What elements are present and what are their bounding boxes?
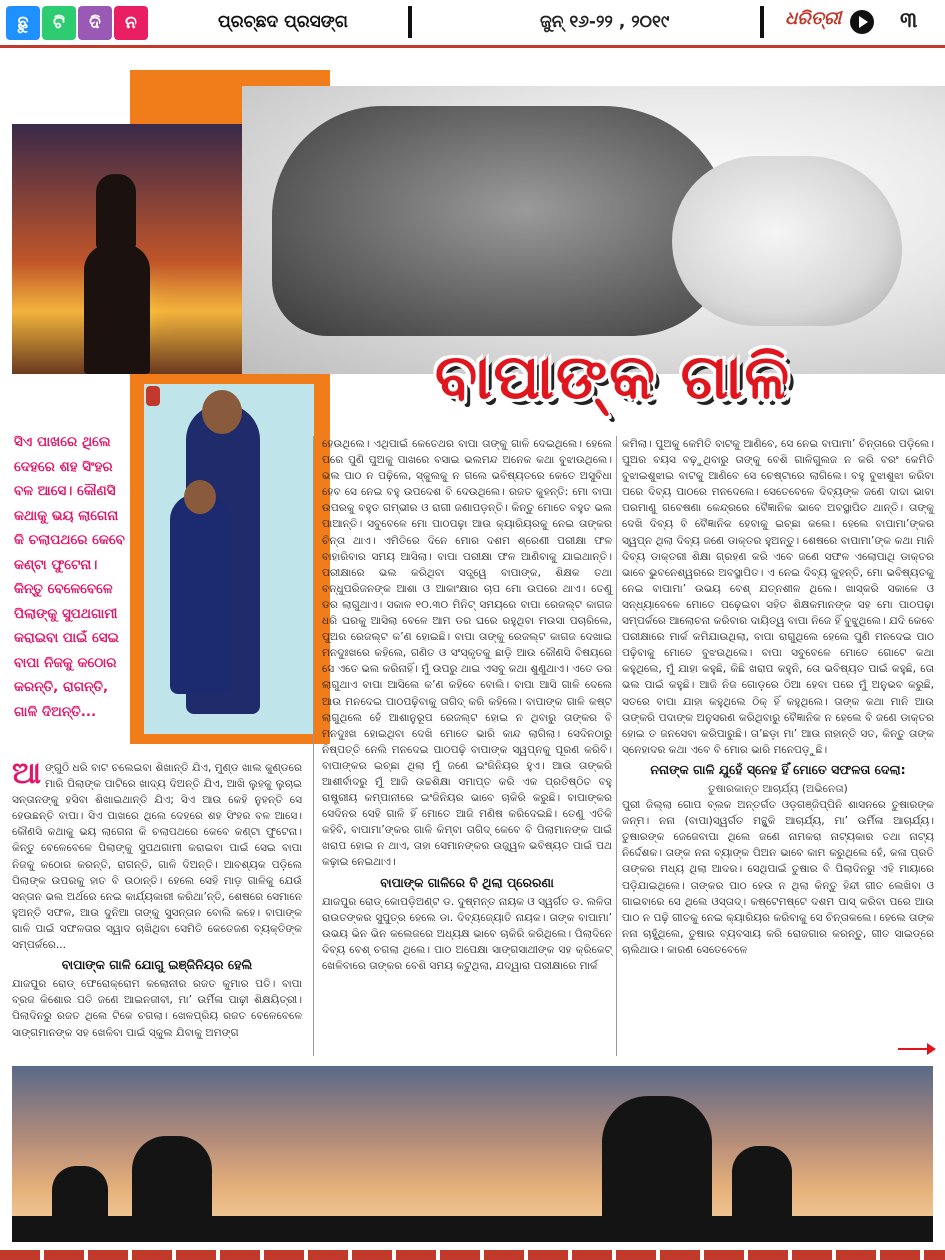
story1-heading: ବାପାଙ୍କ ଗାଳି ଯୋଗୁ ଇଞ୍ଜିନିୟର ହେଲି: [61, 957, 253, 973]
logo-letter: ଛୁ: [6, 6, 40, 40]
logo-letter: ନ: [114, 6, 148, 40]
father-silhouette: [132, 1136, 212, 1236]
page-header: [0, 0, 945, 48]
section-title: ପ୍ରଚ୍ଛଦ ପ୍ରସଙ୍ଗ: [218, 12, 348, 32]
story3-byline: ତୁଷାରକାନ୍ତ ଆଚାର୍ଯ୍ୟ (ଅଭିନେତା): [708, 782, 848, 795]
header-divider: [760, 6, 764, 38]
story2-heading: ବାପାଙ୍କ ଗାଳିରେ ବି ଥିଲା ପ୍ରେରଣା: [380, 874, 554, 890]
adult-fist-shape: [272, 106, 732, 336]
article-column-1: [12, 756, 302, 1041]
page-headline: ବାପାଙ୍କ ଗାଳି: [434, 340, 792, 413]
article-column-2: [322, 436, 612, 974]
article-column-3: [622, 436, 934, 958]
logo-letter: ଟି: [42, 6, 76, 40]
page-number: ୩: [900, 8, 918, 33]
column-divider: [616, 436, 617, 1056]
header-divider: [408, 6, 412, 38]
lantern-icon: [146, 386, 160, 406]
story1-paragraph: ଯାଜପୁର ରୋଡ୍ ଫେରୋକ୍ରୋମ କଲୋନୀର ରଜତ କୁମାର ପତି। ବାପା ବ୍ରଜ କିଶୋର ପତି ଜଣେ ଆଇନଜୀବୀ, ମା’ ଉର୍ମିଳା ପାଢ଼ୀ ଶିକ୍ଷୟିତ୍ରୀ। ପିଲାଦିନରୁ ରଜତ ଥିଲେ ଟିକେ ଚଗଲା। ଖେଳପ୍ରିୟ ରଜତ ବେଳେବେଳେ ସାଙ୍ଗମାନଙ୍କ ସହ ଖେଳିବା ପାଇଁ ସ୍କୁଲ ଯିବାକୁ ଅମଙ୍ଗ: [12, 978, 302, 1039]
story1-paragraph-cont: ହେଉଥିଲେ। ଏଥିପାଇଁ କେତେଥର ବାପା ତାଙ୍କୁ ଗାଳି ଦେଇଥିଲେ। ହେଲେ ପରେ ପୁଣି ପୁଅକୁ ପାଖରେ ବସାଇ ଭଲମନ୍ଦ ଅନେକ କଥା ବୁଝାଉଥିଲେ। ଭଲ ପାଠ ନ ପଢ଼ିଲେ, ସ୍କୁଲକୁ ନ ଗଲେ ଭବିଷ୍ୟତରେ କେତେ ଅସୁବିଧା ହେବ ସେ ନେଇ ବହୁ ଉପଦେଶ ବି ଦେଉଥିଲେ। ରଜତ କୁହନ୍ତି: ମୋ ବାପା ଉପରକୁ ବହୁତ ଗମ୍ଭୀର ଓ ରାଗୀ ଜଣାପଡ଼ନ୍ତି। କିନ୍ତୁ ମୋତେ ବହୁତ ଭଲ ପାଆନ୍ତି। ସବୁବେଳେ ମୋ ପାଠପଢ଼ା ଆଉ କ୍ୟାରିୟରକୁ ନେଇ ତାଙ୍କର ଚିନ୍ତା ଥାଏ। ଏମିତିରେ ଦିନେ ମୋର ଦଶମ ଶ୍ରେଣୀ ପରୀକ୍ଷା ଫଳ ବାହାରିବାର ସମୟ ଆସିଲା। ବାପା ପରୀକ୍ଷା ଫଳ ଆଣିବାକୁ ଯାଇଥାନ୍ତି। ପରୀକ୍ଷାରେ ଭଲ କରିଥିବା ସତ୍ତ୍ୱେ ବାପାଙ୍କ, ଶିକ୍ଷକ ତଥା ବନ୍ଧୁପରିଜନଙ୍କ ଆଶା ଓ ଆକାଂକ୍ଷାର ଚାପ ମୋ ଉପରେ ଥାଏ। ତେଣୁ ଡର ଲାଗୁଥାଏ। ସକାଳ ୧୦.୩୦ ମିନିଟ୍ ସମୟରେ ବାପା ରେଜଲ୍ଟ କାଗଜ ଧରି ଘରକୁ ଆସିଲା ବେଳେ ଆମ ଡର ଘରେ ରହୁଥିବା ମଉସା ପଚାରିଲେ, ପୁଅର ରେଜଲ୍ଟ କ’ଣ ହୋଇଛି। ବାପା ତାଙ୍କୁ ରେଜଲ୍ଟ କାଗଜ ଦେଖାଇ ମନଦୁଃଖରେ କହିଲେ, ଗଣିତ ଓ ସଂସ୍କୃତକୁ ଛାଡ଼ି ଆଉ କୌଣସି ବିଷୟରେ ସେ ଏତେ ଭଲ କରିନାହିଁ। ମୁଁ ଉପରୁ ଥାଇ ଏସବୁ କଥା ଶୁଣୁଥାଏ। ଏତେ ଡର ଲାଗୁଥାଏ ବାପା ଆସିଲେ କ’ଣ କହିବେ ବୋଲି। ବାପା ଆସି ଗାଳି ଦେଲେ ଆଉ ମନଦେଇ ପାଠପଢ଼ିବାକୁ ତାଗିଦ୍ କରି କହିଲେ। ବାପାଙ୍କ ଗାଳି କଷ୍ଟ ଲାଗୁଥିଲେ ହେଁ ଆଶାନୁରୂପ ରେଜଲ୍ଟ ହୋଇ ନ ଥିବାରୁ ତାଙ୍କର ବି ମନଦୁଃଖ ହୋଇଥିବା ଦେଖି ମୋତେ ଭାରି କାନ୍ଦ ଲାଗିଲା। ସେଦିନଠାରୁ ନିଷ୍ପତ୍ତି ନେଲି ମନଦେଇ ପାଠପଢ଼ି ବାପାଙ୍କ ସ୍ୱପ୍ନକୁ ପୂରଣ କରିବି। ବାପାଙ୍କର ଇଚ୍ଛା ଥିଲା ମୁଁ ଜଣେ ଇଂଜିନିୟର ହୁଏ। ଆଉ ତାଙ୍କରି ଆଶୀର୍ବାଦରୁ ମୁଁ ଆଜି ଉଚ୍ଚଶିକ୍ଷା ସମାପ୍ତ କରି ଏକ ପ୍ରତିଷ୍ଠିତ ବହୁ ରାଷ୍ଟ୍ରୀୟ କମ୍ପାନୀରେ ଇଂଜିନିୟର ଭାବେ ଚାକିରି କରୁଛି। ବାପାଙ୍କର ସେଦିନର ସେହି ଗାଳି ହିଁ ମୋତେ ଆଜି ମଣିଷ କରିଦେଇଛି। ତେଣୁ ଏତିକି କହିବି, ବାପାମା’ଙ୍କର ଗାଳି କିମ୍ବା ତାଗିଦ୍ କେବେ ବି ପିଲାମାନଙ୍କ ପାଇଁ ଖରାପ ହୋଇ ନ ଥାଏ, ତାହା ସେମାନଙ୍କର ଉଜ୍ଜ୍ୱଳ ଭବିଷ୍ୟତ ପାଇଁ ପଥ କଢ଼ାଇ ନେଇଥାଏ।: [322, 438, 612, 869]
brand-logo: ଧରିତ୍ରୀ: [785, 8, 842, 29]
fist-bump-photo: [242, 86, 945, 374]
continue-arrow-icon: [898, 1048, 934, 1050]
logo-letter: ଦି: [78, 6, 112, 40]
sunset-silhouette-photo: [12, 124, 242, 374]
child-silhouette: [96, 174, 136, 250]
drop-cap: ଆ: [12, 756, 42, 791]
intro-paragraph: [12, 756, 302, 953]
intro-text: ଙ୍ଗୁଠି ଧରି ବାଟ ଚଲେଇବା ଶିଖାନ୍ତି ଯିଏ, ମୁଣ୍ଡ ଖାଲ କୁଣ୍ଡରେ ମାରି ପିଲାଙ୍କ ପାଟିରେ ଖାଦ୍ୟ ଦିଅନ୍ତି ଯିଏ, ଆଖି ଲୁହକୁ ଲୁଚାଇ ସନ୍ତାନଙ୍କୁ ହସିବା ଶିଖାଇଥାନ୍ତି ଯିଏ; ସିଏ ଆଉ କେହି ନୁହନ୍ତି ସେ ହେଉଛନ୍ତି ବାପା। ସିଏ ପାଖରେ ଥିଲେ ଦେହରେ ଶହ ସିଂହର ବଳ ଆସେ। କୌଣସି କଥାକୁ ଭୟ ଲାଗେନା କି ଚଲାପଥରେ କେବେ କଣ୍ଟା ଫୁଟେନା। କିନ୍ତୁ ବେଳେବେଳେ ପିଲାଙ୍କୁ ସୁପଥଗାମୀ କରାଇବା ପାଇଁ ସେଇ ବାପା ନିଜକୁ କଠୋର କରନ୍ତି, ରାଗନ୍ତି, ଗାଳି ଦିଅନ୍ତି। ଆବଶ୍ୟକ ପଡ଼ିଲେ ପିଲାଙ୍କ ଉପରକୁ ହାତ ବି ଉଠାନ୍ତି। ହେଲେ ସେହି ମାଡ଼ ଗାଳିକୁ ଯେଉଁ ସନ୍ତାନ ଭଲ ଅର୍ଥରେ ନେଇ କାର୍ଯ୍ୟକାରୀ କରିଥା’ନ୍ତି, ଶେଷରେ ସେମାନେ ହୁଅନ୍ତି ସଫଳ, ଆଉ ଦୁନିଆ ତାଙ୍କୁ ସୁସନ୍ତାନ ବୋଲି କହେ। ବାପାଙ୍କ ଗାଳି ପାଇଁ ସଫଳତାର ସ୍ୱାଦ ଚାଖିଥିବା ସେମିତି କେତେଜଣ ବ୍ୟକ୍ତିଙ୍କ ସମ୍ପର୍କରେ...: [12, 762, 302, 952]
pull-quote: ସିଏ ପାଖରେ ଥିଲେ ଦେହରେ ଶହ ସିଂହର ବଳ ଆସେ। କୌଣସି କଥାକୁ ଭୟ ଲାଗେନା କି ଚଲାପଥରେ କେବେ କଣ୍ଟା ଫୁଟେନା। କିନ୍ତୁ ବେଳେବେଳେ ପିଲାଙ୍କୁ ସୁପଥଗାମୀ କରାଇବା ପାଇଁ ସେଇ ବାପା ନିଜକୁ କଠୋର କରନ୍ତି, ରାଗନ୍ତି, ଗାଳି ଦିଅନ୍ତି...: [14, 434, 125, 720]
column-divider: [313, 436, 314, 1056]
sunset-family-photo: [12, 1066, 933, 1242]
issue-date: ଜୁନ୍ ୧୬-୨୨ , ୨୦୧୯: [540, 12, 670, 32]
child-silhouette: [52, 1166, 108, 1236]
section-logo: [6, 6, 148, 40]
story2-paragraph: ଯାଜପୁର ରୋଡ୍ କୋପଡ଼ିଅଣ୍ଟ ଡ. ଦୁଷ୍ମନ୍ତ ନାୟକ ଓ ସ୍ୱର୍ଗତ ଡ. ଲଳିତା ରାଉତଙ୍କର ସୁପୁତ୍ର ହେଲେ ଡା. ଦିବ୍ୟଜ୍ୟୋତି ନାୟକ। ତାଙ୍କ ବାପାମା’ ଉଭୟ ଭିନ ଭିନ କଲେଜରେ ଅଧ୍ୟକ୍ଷ ଭାବେ ଚାକିରି କରିଥିଲେ। ପିଲାଦିନେ ଦିବ୍ୟ ବେଶ୍ ଚଗଲା ଥିଲେ। ପାଠ ଅପେକ୍ଷା ସାଙ୍ଗସାଥୀଙ୍କ ସହ କ୍ରିକେଟ୍ ଖେଳିବାରେ ତାଙ୍କର ବେଶି ସମୟ କଟୁଥିଲା, ଯଦ୍ୱାରା ପରୀକ୍ଷାରେ ମାର୍କ: [322, 895, 612, 972]
play-icon: [850, 10, 874, 34]
story2-paragraph-cont: କମିଲା। ପୁଅକୁ କେମିତି ବାଟକୁ ଆଣିବେ, ସେ ନେଇ ବାପାମା’ ଚିନ୍ତାରେ ପଡ଼ିଲେ। ପୁଅର ବୟସ ବଢ଼ୁଥିବାରୁ ତାଙ୍କୁ ବେଶି ଗାଳିଗୁଲଜ ନ କରି ବରଂ କେମିତି ବୁଝାଇଶୁଝାଇ ବାଟକୁ ଆଣିବେ ସେ ଚେଷ୍ଟାରେ ଲାଗିଲେ। ବହୁ ବୁଝାଶୁଝା କରିବା ପରେ ଦିବ୍ୟ ପାଠରେ ମନଦେଲେ। ସେତେବେଳେ ଦିବ୍ୟଙ୍କ ଜଣେ ଦାଦା ଭାବା ପରମାଣୁ ଗବେଷଣା କେନ୍ଦ୍ରରେ ବୈଜ୍ଞାନିକ ଭାବେ ଅବସ୍ଥାପିତ ଥାନ୍ତି। ତାଙ୍କୁ ଦେଖି ଦିବ୍ୟ ବି ବୈଜ୍ଞାନିକ ହେବାକୁ ଇଚ୍ଛା କଲେ। ହେଲେ ବାପାମା’ଙ୍କର ସ୍ୱପ୍ନ ଥିଲା ଦିବ୍ୟ ଜଣେ ଡାକ୍ତର ହୁଅନ୍ତୁ। ଶେଷରେ ବାପାମା’ଙ୍କ କଥା ମାନି ଦିବ୍ୟ ଡାକ୍ତରୀ ଶିକ୍ଷା ଗ୍ରହଣ କରି ଏବେ ଜଣେ ସଫଳ ଏଲୋପାଥି ଡାକ୍ତର ଭାବେ ଭୁବନେଶ୍ୱରରେ ଅବସ୍ଥାପିତ। ଏ ନେଇ ଦିବ୍ୟ କୁହନ୍ତି, ମୋ ଭବିଷ୍ୟତକୁ ନେଇ ବାପାମା’ ଉଭୟ ବେଶ୍ ଯତ୍ନଶୀଳ ଥିଲେ। ଖାସ୍‌କରି ସକାଳେ ଓ ସନ୍ଧ୍ୟାବେଳେ ମୋତେ ପଢ଼େଇବା ସହିତ ଶିକ୍ଷକମାନଙ୍କ ସହ ମୋ ପାଠପଢ଼ା ସମ୍ପର୍କରେ ଆଲୋଚନା କରିବାର ଦାୟିତ୍ୱ ବାପା ନିଜେ ହିଁ ବୁଝୁଥିଲେ। ଯଦି କେବେ ପରୀକ୍ଷାରେ ମାର୍କ କମିଯାଉଥିଲା, ବାପା ରାଗୁଥିଲେ ହେଲେ ପୁଣି ମନଦେଇ ପାଠ ପଢ଼ିବାକୁ ମୋତେ ବୁଝଉଥିଲେ। ବାପା ସବୁବେଳେ ମୋତେ ଗୋଟେ କଥା କହୁଥିଲେ, ମୁଁ ଯାହା କହୁଛି, କିଛି ଖରାପ କହୁନି, ତୋ ଭବିଷ୍ୟତ ପାଇଁ କହୁଛି, ତୋ ଭଲ ପାଇଁ କହୁଛି। ଆଜି ନିଜ ଗୋଡ଼ରେ ଠିଆ ହେବା ପରେ ମୁଁ ଅନୁଭବ କରୁଛି, ସତରେ ବାପା ଯାହା କହୁଥିଲେ ଠିକ୍ ହିଁ କହୁଥିଲେ। ତାଙ୍କ କଥା ମାନି ଆଉ ତାଙ୍କରି ପଦାଙ୍କ ଅନୁସରଣ କରିଥିବାରୁ ବୈଜ୍ଞାନିକ ନ ହେଲେ ବି ଜଣେ ଡାକ୍ତର ହୋଇ ତ ଜନସେବା କରିପାରୁଛି। ତା’ଛଡ଼ା ମା’ ଆଉ ନାହାନ୍ତି ସତ, କିନ୍ତୁ ତାଙ୍କ ସ୍ନେହାଦର କଥା ଏବେ ବି ମୋର ଭାରି ମନେପଡ଼ୁଛି।: [622, 438, 935, 756]
story3-paragraph: ପୁରୀ ଜିଲ୍ଲା ଗୋପ ବ୍ଲକ ଅନ୍ତର୍ଗତ ଓଡ଼ଗଞ୍ଜିପ୍ପିନି ଶାସନରେ ତୁଷାରଙ୍କ ଜନ୍ମ। ନନା (ବାପା)ସ୍ୱର୍ଗତ ମନ୍ଥୁକି ଆଚାର୍ଯ୍ୟ, ମା’ ଉର୍ମିଳା ଆଚାର୍ଯ୍ୟ। ତୁଷାରଙ୍କ ଜେଜେବାପା ଥିଲେ ଜଣେ ନାମକରା ନାଟ୍ୟକାର ତଥା ନାଟ୍ୟ ନିର୍ଦ୍ଦେଶକ। ତାଙ୍କ ନନା ବ୍ୟାଙ୍କ ପିଅନ ଭାବେ କାମ କରୁଥିଲେ ହେଁ, କଳା ପ୍ରତି ତାଙ୍କର ମଧ୍ୟ ଥିଲା ଆଦର। ସେଥିପାଇଁ ତୁଷାର ବି ପିଲାଦିନରୁ ଏହି ମାୟାରେ ପଡ଼ିଯାଇଥିଲେ। ତାଙ୍କର ପାଠ ହେଉ ନ ଥିଲା କିନ୍ତୁ ହିନ୍ଦୀ ଗୀତ ଲେଖିବା ଓ ଗାଇବାରେ ସେ ଥିଲେ ଓସ୍ତାଦ୍। କଷ୍ଟେମଷ୍ଟେ ଦଶମ ପାସ୍ କରିବା ପରେ ଆଉ ପାଠ ନ ପଢ଼ି ଗୀତକୁ ନେଇ କ୍ୟାରିୟର କରିବାକୁ ସେ ଚିନ୍ତାକଲେ। ହେଲେ ତାଙ୍କ ନନା ଚାହୁଁଥିଲେ, ତୁଷାର ବ୍ୟବସାୟ କରି ରୋଜଗାର କରନ୍ତୁ, ଗୀତ ସାଇଡ୍‌ରେ ଚାଲିଥାଉ। କାରଣ ସେତେବେଳେ: [622, 799, 934, 956]
son-head: [184, 480, 216, 514]
father-head: [202, 390, 242, 434]
son-figure: [170, 494, 230, 694]
story3-heading: ନନାଙ୍କ ଗାଳି ଯୁହେଁ ସ୍ନେହ ହିଁ ମୋତେ ସଫଳତା ଦେଲା:: [650, 761, 906, 777]
father-silhouette: [84, 244, 150, 374]
father-silhouette: [602, 1096, 712, 1242]
child-silhouette: [732, 1146, 792, 1242]
baby-hand-shape: [672, 156, 902, 326]
father-son-photo: [144, 384, 314, 734]
footer-stripe: [0, 1250, 945, 1260]
